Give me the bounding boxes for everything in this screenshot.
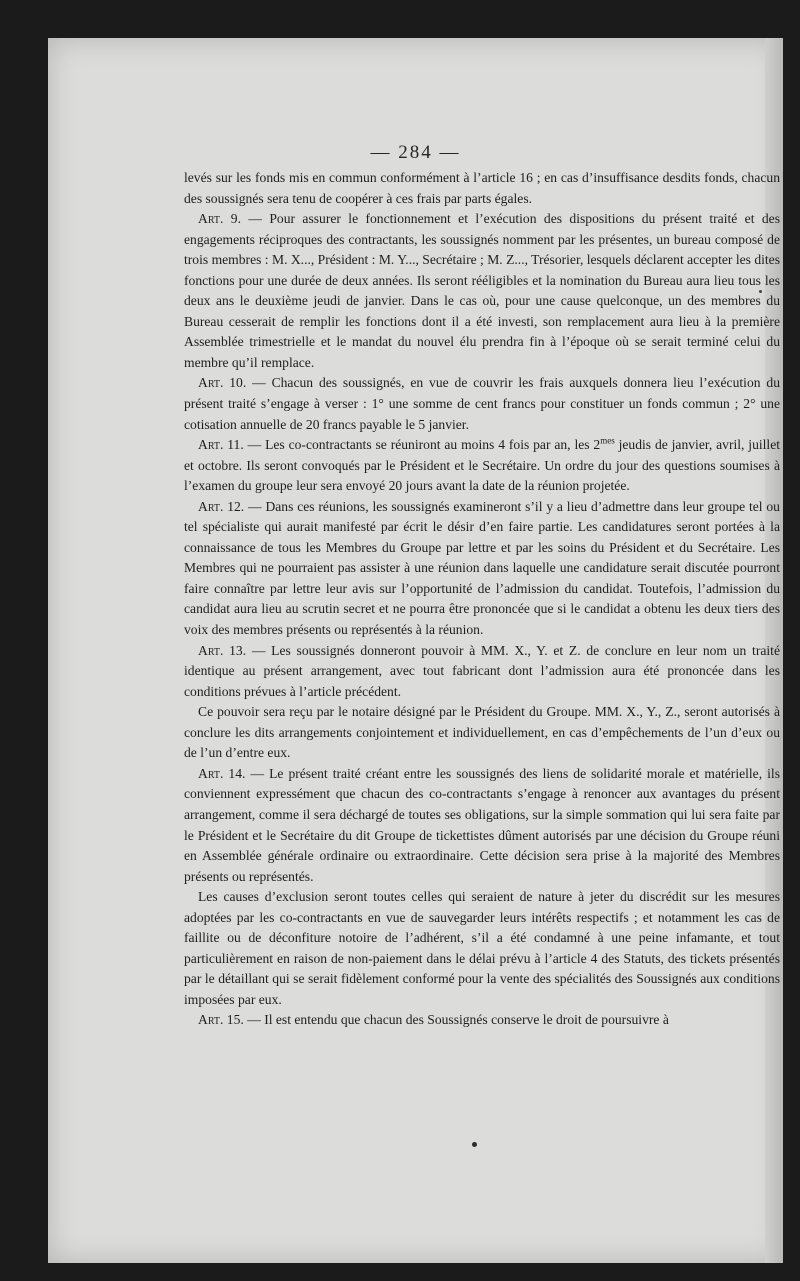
- article-text: — Les co-contractants se réuniront au moins 4 fois par an, les 2: [243, 437, 601, 453]
- article-13: [184, 641, 780, 703]
- article-text: — Chacun des soussignés, en vue de couvrir les frais auxquels donnera lieu l’exécution du présent traité s’engage à verser : 1° une somme de cent francs pour constituer un fonds commun ; 2° une cotisation annuelle de 20 francs payable le 5 janvier.: [184, 375, 780, 432]
- article-text: — Le présent traité créant entre les soussignés des liens de solidarité morale et matérielle, ils conviennent expressément que chacun des co-contractants s’engage à renoncer aux avantages du présent arrangement, comme il sera déchargé de toutes ses obligations, sur la simple sommation qui lui sera faite par le Président et le Secrétaire du dit Groupe de tickettistes dûment autorisés par une décision du Groupe réuni en Assemblée générale ordinaire ou extraordinaire. Cette décision sera prise à la majorité des Membres présents ou représentés.: [184, 765, 780, 884]
- paragraph-pouvoir: Ce pouvoir sera reçu par le notaire désigné par le Président du Groupe. MM. X., Y., Z., seront autorisés à conclure les dits arrangements conjointement et individuellement, en cas d’empêchements de l’un d’eux ou de l’un d’entre eux.: [184, 704, 780, 761]
- print-dot-mark: [472, 1142, 477, 1147]
- article-15: [184, 1010, 780, 1031]
- margin-tick-mark: [759, 290, 762, 293]
- article-14: [184, 764, 780, 887]
- paragraph-continuation: levés sur les fonds mis en commun conformément à l’article 16 ; en cas d’insuffisance desdits fonds, chacun des soussignés sera tenu de coopérer à ces frais par parts égales.: [184, 170, 780, 206]
- article-label: Art. 13.: [198, 642, 247, 658]
- article-text: — Dans ces réunions, les soussignés examineront s’il y a lieu d’admettre dans leur groupe tel ou tel spécialiste qui aurait manifesté par écrit le désir d’en faire partie. Les candidatures seront portées à la connaissance de tous les Membres du Groupe par lettre et par les soins du Président et du Secrétaire. Les Membres qui ne pourraient pas assister à une réunion dans laquelle une candidature serait discutée pourront faire connaître par lettre leur avis sur l’opportunité de l’admission du candidat. Toutefois, l’admission du candidat aura lieu au scrutin secret et ne pourra être prononcée que si le candidat a obtenu les deux tiers des voix des membres présents ou représentés à la réunion.: [184, 498, 780, 638]
- article-label: Art. 15.: [198, 1012, 244, 1028]
- article-11: [184, 435, 780, 497]
- page-number: — 284 —: [370, 142, 461, 163]
- body-text: [184, 168, 780, 1031]
- article-label: Art. 11.: [198, 437, 244, 453]
- article-9: [184, 209, 780, 373]
- article-label: Art. 14.: [198, 765, 246, 781]
- article-12: [184, 497, 780, 641]
- article-label: Art. 10.: [198, 375, 247, 391]
- article-text: — Pour assurer le fonctionnement et l’exécution des dispositions du présent traité et des engagements réciproques des contractants, les soussignés nomment par les présentes, un bureau composé de trois membres : M. X..., Président : M. Y..., Secrétaire ; M. Z..., Trésorier, lesquels déclarent accepter les dites fonctions pour une durée de deux années. Ils seront rééligibles et la nomination du Bureau aura lieu tous les deux ans le deuxième jeudi de janvier. Dans le cas où, pour une cause quelconque, un des membres du Bureau cesserait de remplir les fonctions dont il a été investi, son remplacement aura lieu à la première Assemblée trimestrielle et le mandat du nouvel élu prendra fin à l’époque où se serait terminé celui du membre qu’il remplace.: [184, 211, 780, 370]
- article-text: — Il est entendu que chacun des Soussignés conserve le droit de poursuivre à: [243, 1012, 669, 1028]
- article-text: jeudis de janvier, avril, juillet et octobre. Ils seront convoqués par le Président et le Secrétaire. Un ordre du jour des questions soumises à l’examen du groupe leur sera envoyé 20 jours avant la date de la réunion projetée.: [184, 437, 781, 494]
- article-label: Art. 9.: [198, 211, 241, 227]
- article-label: Art. 12.: [198, 498, 245, 514]
- article-text: — Les soussignés donneront pouvoir à MM. X., Y. et Z. de conclure en leur nom un traité identique au présent arrangement, avec tout fabricant dont l’admission aura été prononcée dans les conditions prévues à l’article précédent.: [184, 642, 780, 699]
- article-10: [184, 373, 780, 435]
- document-page: [48, 38, 783, 1263]
- superscript: mes: [600, 435, 615, 446]
- paragraph-exclusion: Les causes d’exclusion seront toutes celles qui seraient de nature à jeter du discrédit sur les mesures adoptées par les co-contractants en vue de sauvegarder leurs intérêts respectifs ; et notamment les cas de faillite ou de déconfiture notoire de l’adhérent, s’il a été condamné à une peine infamante, et tout particulièrement en raison de non-paiement dans le délai prévu à l’article 4 des Statuts, des tickets présentés par le détaillant qui se serait fidèlement conformé pour la vente des spécialités des Soussignés aux conditions imposées par eux.: [184, 889, 780, 1007]
